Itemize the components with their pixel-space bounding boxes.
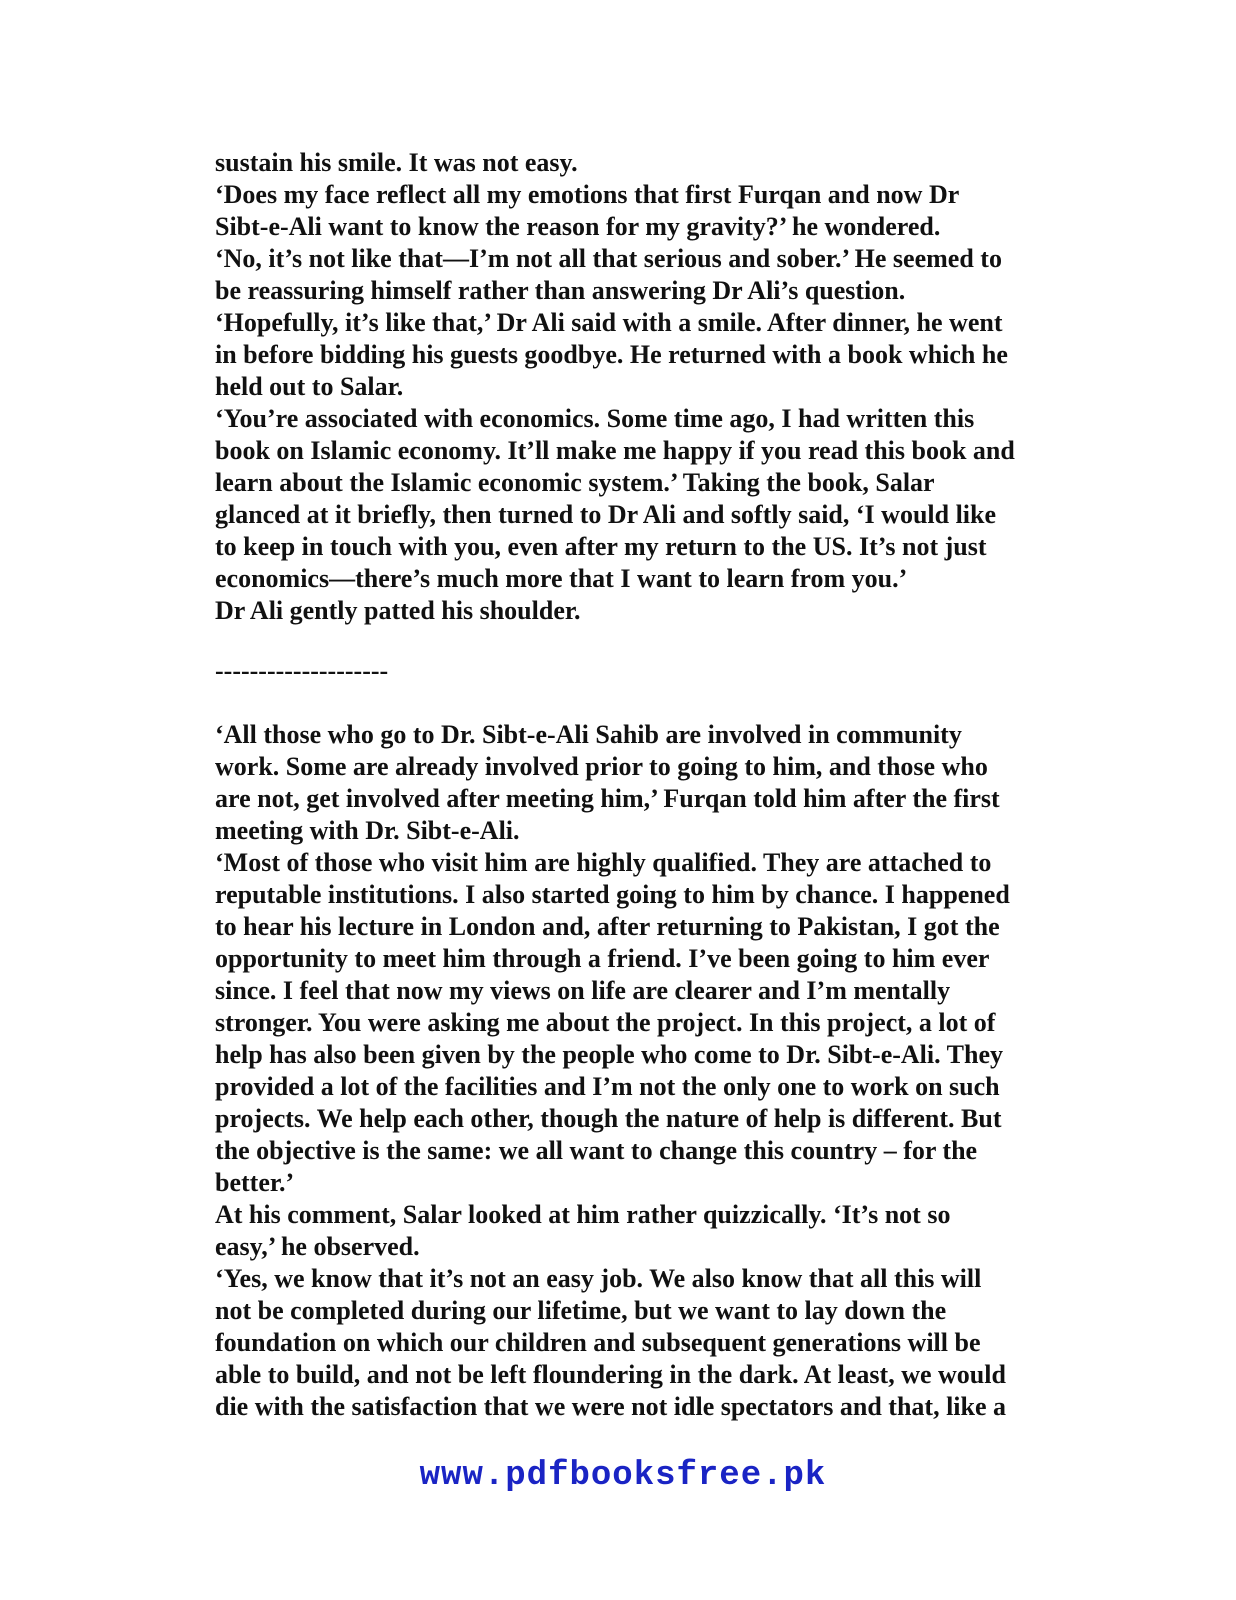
text-line: foundation on which our children and subsequent generations will be xyxy=(215,1328,981,1357)
text-line: learn about the Islamic economic system.’ Taking the book, Salar xyxy=(215,468,935,497)
text-line: At his comment, Salar looked at him rather quizzically. ‘It’s not so xyxy=(215,1200,951,1229)
text-line: ‘No, it’s not like that—I’m not all that serious and sober.’ He seemed to xyxy=(215,244,1002,273)
text-line: meeting with Dr. Sibt-e-Ali. xyxy=(215,816,520,845)
text-line: ‘Hopefully, it’s like that,’ Dr Ali said with a smile. After dinner, he went xyxy=(215,308,1003,337)
text-line: opportunity to meet him through a friend. I’ve been going to him ever xyxy=(215,944,990,973)
text-line: able to build, and not be left floundering in the dark. At least, we would xyxy=(215,1360,1006,1389)
top-text-block xyxy=(215,147,1085,627)
text-line: ‘All those who go to Dr. Sibt-e-Ali Sahib are involved in community xyxy=(215,720,962,749)
text-line: sustain his smile. It was not easy. xyxy=(215,148,578,177)
text-line: Dr Ali gently patted his shoulder. xyxy=(215,596,581,625)
text-line: are not, get involved after meeting him,’ Furqan told him after the first xyxy=(215,784,1000,813)
text-line: ‘Yes, we know that it’s not an easy job. We also know that all this will xyxy=(215,1264,982,1293)
text-line: since. I feel that now my views on life are clearer and I’m mentally xyxy=(215,976,951,1005)
text-line: die with the satisfaction that we were not idle spectators and that, like a xyxy=(215,1392,1007,1421)
text-line: Sibt-e-Ali want to know the reason for my gravity?’ he wondered. xyxy=(215,212,941,241)
text-line: ‘Does my face reflect all my emotions that first Furqan and now Dr xyxy=(215,180,960,209)
text-line: the objective is the same: we all want to change this country – for the xyxy=(215,1136,978,1165)
text-line: to keep in touch with you, even after my return to the US. It’s not just xyxy=(215,532,987,561)
text-line: better.’ xyxy=(215,1168,295,1197)
text-line: projects. We help each other, though the nature of help is different. But xyxy=(215,1104,1002,1133)
text-line: ‘You’re associated with economics. Some time ago, I had written this xyxy=(215,404,975,433)
text-line: easy,’ he observed. xyxy=(215,1232,420,1261)
text-line: in before bidding his guests goodbye. He returned with a book which he xyxy=(215,340,1008,369)
text-line: be reassuring himself rather than answering Dr Ali’s question. xyxy=(215,276,906,305)
bottom-text-block xyxy=(215,719,1085,1423)
text-line: glanced at it briefly, then turned to Dr Ali and softly said, ‘I would like xyxy=(215,500,997,529)
section-separator: -------------------- xyxy=(215,656,389,685)
text-line: stronger. You were asking me about the project. In this project, a lot of xyxy=(215,1008,996,1037)
text-line: provided a lot of the facilities and I’m not the only one to work on such xyxy=(215,1072,1000,1101)
text-line: held out to Salar. xyxy=(215,372,404,401)
text-line: help has also been given by the people who come to Dr. Sibt-e-Ali. They xyxy=(215,1040,1003,1069)
text-line: to hear his lecture in London and, after returning to Pakistan, I got the xyxy=(215,912,1000,941)
text-line: book on Islamic economy. It’ll make me happy if you read this book and xyxy=(215,436,1015,465)
text-line: ‘Most of those who visit him are highly qualified. They are attached to xyxy=(215,848,992,877)
footer-website-link[interactable]: www.pdfbooksfree.pk xyxy=(419,1457,827,1495)
text-line: work. Some are already involved prior to going to him, and those who xyxy=(215,752,988,781)
text-line: not be completed during our lifetime, but we want to lay down the xyxy=(215,1296,947,1325)
text-line: economics—there’s much more that I want to learn from you.’ xyxy=(215,564,908,593)
text-line: reputable institutions. I also started going to him by chance. I happened xyxy=(215,880,1010,909)
